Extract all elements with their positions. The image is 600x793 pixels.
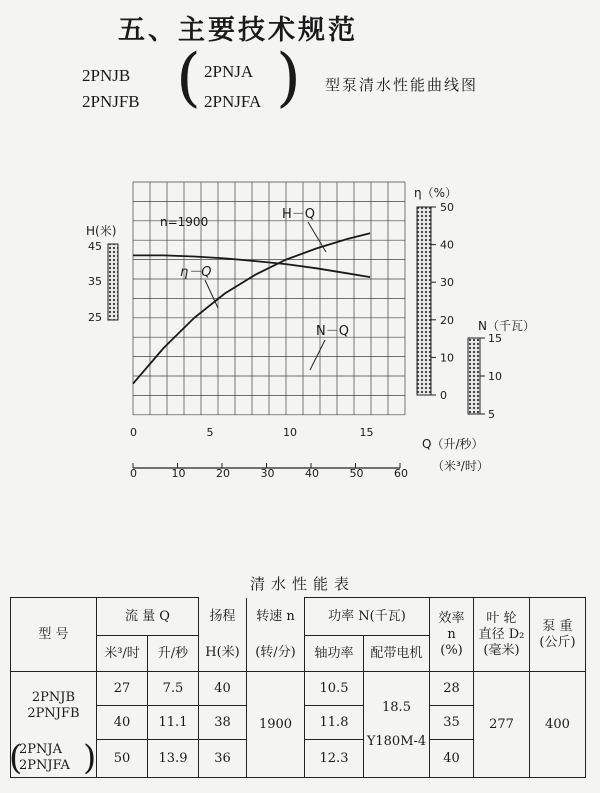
row2-shaft: 11.8 <box>305 706 364 740</box>
row3-shaft: 12.3 <box>305 740 364 778</box>
y-power-tick: 15 <box>488 332 502 345</box>
row1-eff: 28 <box>430 672 474 706</box>
model-a-paren-close: ) <box>83 737 97 778</box>
x-secondary-tick: 10 <box>171 467 186 480</box>
header-motor: 配带电机 <box>364 636 430 672</box>
header-head: 扬程 <box>199 598 247 636</box>
model-a-paren-open: ( <box>9 737 23 778</box>
motor-cell <box>364 672 430 778</box>
row1-flow-ls: 7.5 <box>148 672 199 706</box>
page-title: 五、主要技术规范 <box>118 15 358 46</box>
header-weight-label: 泵 重 <box>542 618 573 634</box>
performance-chart <box>0 170 600 480</box>
header-power: 功率 N(千瓦) <box>305 598 430 636</box>
chart-subtitle: 型泵清水性能曲线图 <box>325 76 479 94</box>
x-secondary-tick: 50 <box>349 467 364 480</box>
y-eff-tick: 10 <box>440 351 454 365</box>
x-secondary-tick: 30 <box>260 467 275 480</box>
y-head-tick-35: 35 <box>88 275 102 288</box>
curve-label-eta-q: η－Q <box>180 265 212 280</box>
motor-model: Y180M-4 <box>366 733 427 749</box>
x-secondary-tick: 20 <box>216 467 230 480</box>
header-impeller <box>474 598 530 672</box>
y-eff-tick: 30 <box>440 276 454 290</box>
header-impeller-2: 直径 D₂ <box>478 626 525 642</box>
model-2pnja: 2PNJA <box>204 62 254 81</box>
eff-scale-bar <box>417 207 431 395</box>
x-primary-tick: 10 <box>283 426 297 439</box>
x-secondary-tick: 60 <box>394 467 408 480</box>
y-power-tick: 10 <box>488 370 502 383</box>
model-a1: 2PNJA <box>19 742 62 758</box>
speed-annotation: n=1900 <box>160 215 209 229</box>
y-eff-tick: 40 <box>440 238 454 252</box>
model-cell-a <box>9 737 97 778</box>
paren-close: ) <box>276 41 301 115</box>
row2-flow-m3h: 40 <box>97 706 148 740</box>
header-flow: 流 量 Q <box>97 598 199 636</box>
header-speed-unit: (转/分) <box>247 636 305 672</box>
curve-label-n-q: N－Q <box>316 324 349 339</box>
leader-n-q <box>310 340 325 370</box>
row3-head: 36 <box>199 740 247 778</box>
model-b1: 2PNJB <box>31 689 76 705</box>
header-impeller-3: (毫米) <box>483 642 520 658</box>
model-2pnjfa: 2PNJFA <box>204 92 262 111</box>
motor-power: 18.5 <box>382 699 411 715</box>
header-eff-label: 效率 <box>438 610 465 626</box>
y-power-label: N（千瓦） <box>478 319 535 333</box>
model-2pnjfb: 2PNJFB <box>82 92 140 111</box>
y-head-tick-45: 45 <box>88 240 102 253</box>
row2-eff: 35 <box>430 706 474 740</box>
weight-cell: 400 <box>530 672 586 778</box>
model-2pnjb: 2PNJB <box>82 66 131 85</box>
header-flow-ls: 升/秒 <box>148 636 199 672</box>
model-a2: 2PNJFA <box>19 758 70 774</box>
x-primary-tick: 15 <box>359 426 374 439</box>
header-eff-n: n <box>447 626 456 642</box>
y-eff-tick: 50 <box>440 201 454 214</box>
header-eff-unit: (%) <box>440 642 463 658</box>
row1-flow-m3h: 27 <box>97 672 148 706</box>
impeller-cell: 277 <box>474 672 530 778</box>
x-primary-label: Q（升/秒） <box>422 437 484 451</box>
x-secondary-label: （米³/时） <box>432 459 489 473</box>
header-flow-m3h: 米³/时 <box>97 636 148 672</box>
row2-flow-ls: 11.1 <box>148 706 199 740</box>
head-scale-bar <box>108 244 118 320</box>
x-primary-tick: 0 <box>130 426 137 439</box>
header-shaft: 轴功率 <box>305 636 364 672</box>
y-head-label: H(米) <box>86 224 117 238</box>
header-head-unit: H(米) <box>199 636 247 672</box>
paren-open: ( <box>176 41 201 115</box>
y-head-tick-25: 25 <box>88 311 102 324</box>
header-speed: 转速 n <box>247 598 305 636</box>
row3-flow-m3h: 50 <box>97 740 148 778</box>
series-H-Q <box>133 255 370 277</box>
header-model: 型 号 <box>11 598 97 672</box>
header-weight-unit: (公斤) <box>539 634 576 650</box>
row3-eff: 40 <box>430 740 474 778</box>
x-primary-tick: 5 <box>206 426 214 439</box>
model-cell-b <box>11 672 97 740</box>
table-caption: 清水性能表 <box>250 575 356 593</box>
header-weight <box>530 598 586 672</box>
performance-table <box>10 597 586 778</box>
y-eff-label: η（%） <box>414 186 458 200</box>
header-eff <box>430 598 474 672</box>
y-eff-tick: 20 <box>440 313 454 327</box>
x-secondary-tick: 40 <box>305 467 319 480</box>
header-impeller-1: 叶 轮 <box>486 610 517 626</box>
row1-head: 40 <box>199 672 247 706</box>
power-scale-bar <box>468 338 480 414</box>
x-secondary-tick: 0 <box>130 467 137 480</box>
row1-shaft: 10.5 <box>305 672 364 706</box>
row3-flow-ls: 13.9 <box>148 740 199 778</box>
speed-cell: 1900 <box>247 672 305 778</box>
row2-head: 38 <box>199 706 247 740</box>
y-power-tick: 5 <box>488 408 495 421</box>
model-b2: 2PNJFB <box>27 705 80 721</box>
curve-label-h-q: H－Q <box>282 207 316 222</box>
y-eff-tick: 0 <box>440 389 447 402</box>
